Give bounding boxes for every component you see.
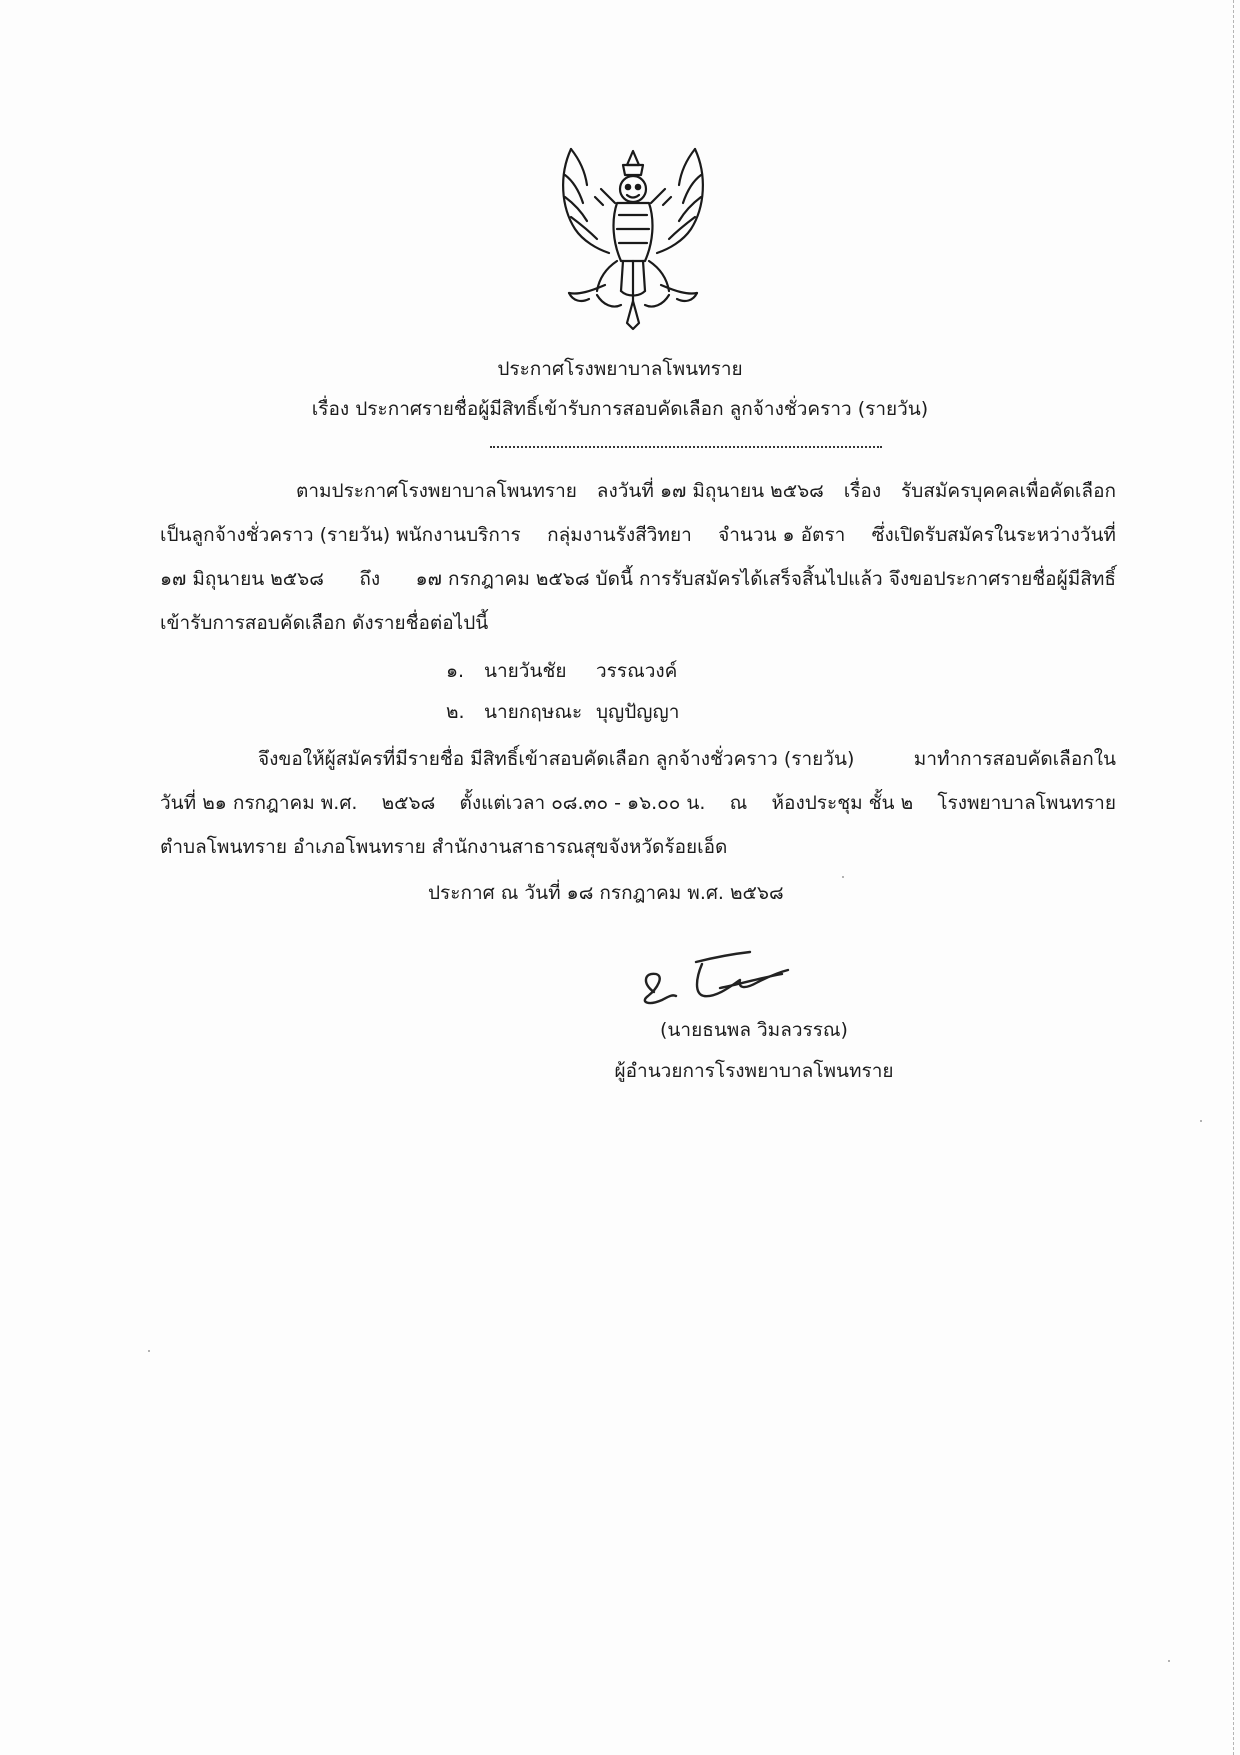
dotted-separator [490, 446, 882, 448]
text-segment: ณ [729, 792, 748, 814]
scan-speck [148, 1350, 150, 1352]
paragraph-1-line-4: เข้ารับการสอบคัดเลือก ดังรายชื่อต่อไปนี้ [160, 612, 489, 634]
text-segment: จึงขอให้ผู้สมัครที่มีรายชื่อ มีสิทธิ์เข้าสอบคัดเลือก ลูกจ้างชั่วคราว (รายวัน) [258, 748, 855, 770]
candidate-number: ๒. [446, 701, 465, 723]
candidate-last-name: บุญปัญญา [596, 701, 680, 723]
text-segment: ถึง [359, 568, 381, 590]
text-segment: ตามประกาศโรงพยาบาลโพนทราย [296, 480, 577, 502]
text-segment: เป็นลูกจ้างชั่วคราว (รายวัน) พนักงานบริการ [160, 524, 521, 546]
text-segment: ๑๗ กรกฎาคม ๒๕๖๘ บัดนี้ การรับสมัครได้เสร็จสิ้นไปแล้ว จึงขอประกาศรายชื่อผู้มีสิทธิ์ [415, 568, 1116, 590]
scan-speck [842, 876, 844, 878]
paragraph-1-line-1 [296, 478, 1116, 504]
text-segment: ซึ่งเปิดรับสมัครในระหว่างวันที่ [871, 524, 1116, 546]
signer-name: (นายธนพล วิมลวรรณ) [660, 1019, 848, 1041]
paragraph-1-line-2 [160, 522, 1116, 548]
paragraph-2-line-2 [160, 790, 1116, 816]
text-segment: จำนวน ๑ อัตรา [718, 524, 846, 546]
text-segment: ห้องประชุม ชั้น ๒ [771, 792, 914, 814]
handwritten-signature [632, 944, 802, 1014]
text-segment: โรงพยาบาลโพนทราย [937, 792, 1116, 814]
announcement-title: ประกาศโรงพยาบาลโพนทราย [497, 358, 743, 380]
signer-position: ผู้อำนวยการโรงพยาบาลโพนทราย [614, 1060, 894, 1082]
text-segment: ๒๕๖๘ [381, 792, 436, 814]
scan-speck [1168, 1660, 1170, 1662]
candidate-list-item [446, 699, 679, 725]
announcement-date: ประกาศ ณ วันที่ ๑๘ กรกฎาคม พ.ศ. ๒๕๖๘ [428, 882, 784, 904]
paragraph-2-line-1 [258, 746, 1116, 772]
candidate-list-item [446, 658, 677, 684]
candidate-first-name: นายวันชัย [484, 660, 567, 682]
text-segment: มาทำการสอบคัดเลือกใน [913, 748, 1116, 770]
candidate-number: ๑. [446, 660, 465, 682]
text-segment: ๑๗ มิถุนายน ๒๕๖๘ [160, 568, 324, 590]
text-segment: เรื่อง [843, 480, 882, 502]
paragraph-1-line-3 [160, 566, 1116, 592]
announcement-subject: เรื่อง ประกาศรายชื่อผู้มีสิทธิ์เข้ารับการสอบคัดเลือก ลูกจ้างชั่วคราว (รายวัน) [311, 398, 929, 420]
garuda-emblem-icon [557, 145, 709, 333]
text-segment: กลุ่มงานรังสีวิทยา [547, 524, 692, 546]
scan-speck [1200, 1120, 1202, 1122]
text-segment: ลงวันที่ ๑๗ มิถุนายน ๒๕๖๘ [596, 480, 824, 502]
candidate-last-name: วรรณวงค์ [596, 660, 678, 682]
candidate-first-name: นายกฤษณะ [484, 701, 583, 723]
text-segment: วันที่ ๒๑ กรกฎาคม พ.ศ. [160, 792, 358, 814]
text-segment: รับสมัครบุคคลเพื่อคัดเลือก [901, 480, 1116, 502]
text-segment: ตั้งแต่เวลา ๐๘.๓๐ - ๑๖.๐๐ น. [459, 792, 706, 814]
scan-edge-line [1233, 0, 1234, 1755]
paragraph-2-line-3: ตำบลโพนทราย อำเภอโพนทราย สำนักงานสาธารณสุขจังหวัดร้อยเอ็ด [160, 836, 728, 858]
